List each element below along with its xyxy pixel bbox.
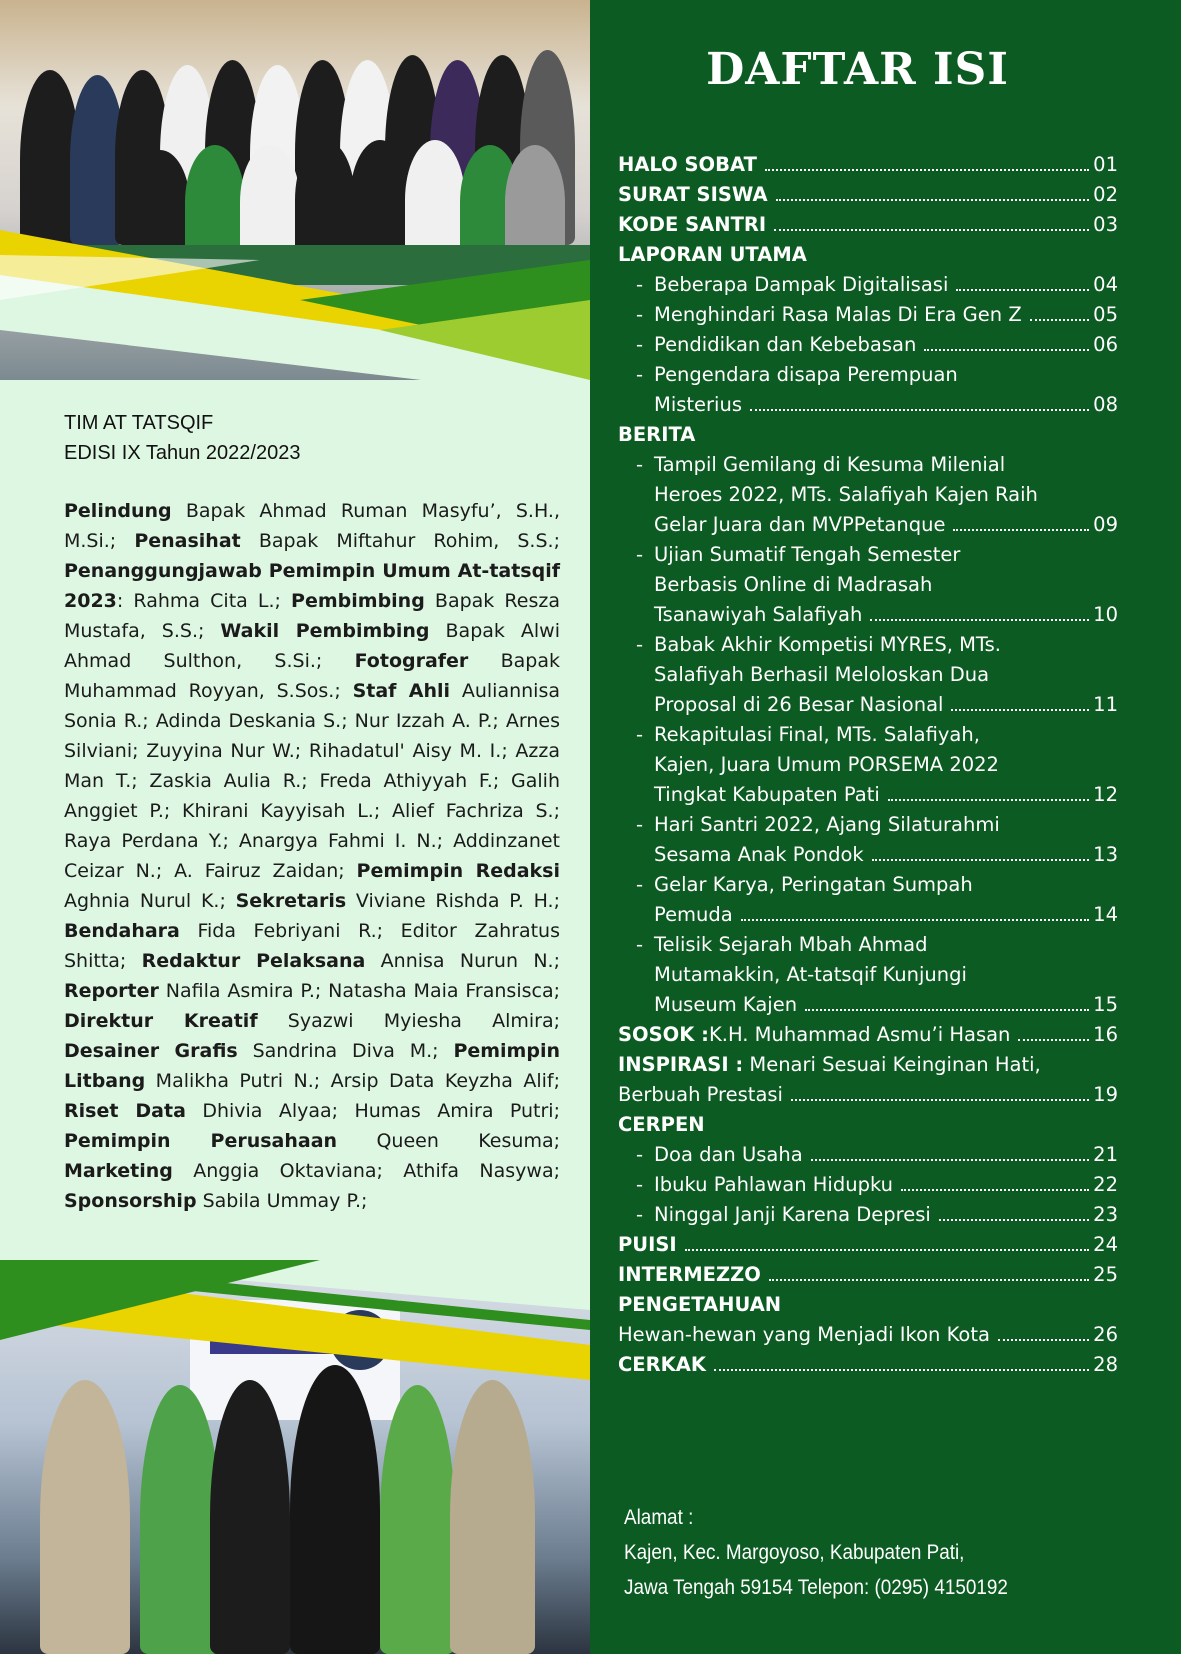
toc-entry-text: Ujian Sumatif Tengah Semester <box>654 543 961 566</box>
toc-page-number: 05 <box>1093 303 1118 326</box>
toc-entry-text: Telisik Sejarah Mbah Ahmad <box>654 933 928 956</box>
toc-leader-dots <box>956 289 1089 291</box>
credit-names: Fida Febriyani R.; Editor Zahratus Shitta; <box>64 920 560 972</box>
toc-entry-label: INTERMEZZO <box>618 1263 761 1286</box>
toc-page-number: 24 <box>1093 1233 1118 1256</box>
toc-sub-entry <box>618 510 1118 540</box>
toc-entry-text: Misterius <box>654 393 742 416</box>
toc-dash: - <box>636 633 644 656</box>
toc-sub-entry <box>618 630 1118 660</box>
address-line-2: Jawa Tengah 59154 Telepon: (0295) 4150192 <box>624 1576 1008 1599</box>
toc-leader-dots <box>741 919 1089 921</box>
toc-entry-text: Tingkat Kabupaten Pati <box>654 783 880 806</box>
toc-entry <box>618 1260 1118 1290</box>
toc-dash: - <box>636 1203 644 1226</box>
toc-entry-text: Museum Kajen <box>654 993 798 1016</box>
toc-entry-text: Pengendara disapa Perempuan <box>654 363 958 386</box>
toc-leader-dots <box>1018 1039 1089 1041</box>
toc-entry-label: INSPIRASI : <box>618 1053 744 1076</box>
toc-page-number: 10 <box>1093 603 1118 626</box>
toc-entry-text: Ibuku Pahlawan Hidupku <box>654 1173 893 1196</box>
toc-dash: - <box>636 813 644 836</box>
toc-entry-text: Heroes 2022, MTs. Salafiyah Kajen Raih <box>654 483 1038 506</box>
credit-role: Direktur Kreatif <box>64 1010 258 1032</box>
toc-entry <box>618 1350 1118 1380</box>
toc-dash: - <box>636 453 644 476</box>
toc-entry-label: CERKAK <box>618 1353 706 1376</box>
toc-leader-dots <box>765 169 1089 171</box>
toc-entry-text: Hewan-hewan yang Menjadi Ikon Kota <box>618 1323 990 1346</box>
toc-entry-text: Menari Sesuai Keinginan Hati, <box>743 1053 1041 1076</box>
toc-sub-entry <box>618 540 1118 570</box>
toc-dash: - <box>636 873 644 896</box>
credit-names: Bapak Resza Mustafa, S.S.; <box>64 590 560 642</box>
toc-leader-dots <box>951 709 1089 711</box>
toc-leader-dots <box>769 1279 1089 1281</box>
credit-role: Pemimpin Redaksi <box>356 860 560 882</box>
toc-entry-text: Ninggal Janji Karena Depresi <box>654 1203 931 1226</box>
credit-names: Annisa Nurun N.; <box>365 950 560 972</box>
toc-dash: - <box>636 1143 644 1166</box>
credit-names: Sabila Ummay P.; <box>196 1190 368 1212</box>
credit-names: Bapak Alwi Ahmad Sulthon, S.Si.; <box>64 620 560 672</box>
team-name: TIM AT TATSQIF <box>64 412 214 434</box>
top-stripes <box>0 0 590 400</box>
toc-dash: - <box>636 723 644 746</box>
toc-leader-dots <box>714 1369 1089 1371</box>
team-heading <box>64 408 564 468</box>
toc-leader-dots <box>805 1009 1089 1011</box>
toc-entry-text: Berbasis Online di Madrasah <box>654 573 933 596</box>
credit-names: Anggia Oktaviana; Athifa Nasywa; <box>172 1160 560 1182</box>
toc-sub-entry <box>618 780 1118 810</box>
toc-entry-text: Sesama Anak Pondok <box>654 843 864 866</box>
credit-role: Pelindung <box>64 500 172 522</box>
toc-section-heading: LAPORAN UTAMA <box>618 243 807 266</box>
toc-leader-dots <box>888 799 1089 801</box>
toc-entry-text: Rekapitulasi Final, MTs. Salafiyah, <box>654 723 980 746</box>
credit-names: Malikha Putri N.; Arsip Data Keyzha Alif; <box>145 1070 560 1092</box>
toc-entry-text: Hari Santri 2022, Ajang Silaturahmi <box>654 813 1000 836</box>
credit-role: Pemimpin Litbang <box>64 1040 560 1092</box>
table-of-contents <box>618 150 1118 1380</box>
toc-dash: - <box>636 333 644 356</box>
credit-names: Nafila Asmira P.; Natasha Maia Fransisca; <box>158 980 560 1002</box>
toc-page-number: 02 <box>1093 183 1118 206</box>
credit-names: Syazwi Myiesha Almira; <box>257 1010 561 1032</box>
toc-leader-dots <box>776 199 1090 201</box>
toc-leader-dots <box>1030 319 1089 321</box>
credit-names: Bapak Ahmad Ruman Masyfu’, S.H., M.Si.; <box>64 500 560 552</box>
credit-role: Reporter <box>64 980 159 1002</box>
toc-entry-text: K.H. Muhammad Asmu’i Hasan <box>708 1023 1011 1046</box>
toc-sub-entry <box>618 930 1118 960</box>
credit-names: Sandrina Diva M.; <box>237 1040 454 1062</box>
toc-leader-dots <box>870 619 1089 621</box>
toc-entry <box>618 150 1118 180</box>
toc-entry <box>618 210 1118 240</box>
toc-entry-text: Pemuda <box>654 903 733 926</box>
toc-leader-dots <box>953 529 1089 531</box>
credit-role: Fotografer <box>354 650 469 672</box>
toc-section-heading: PENGETAHUAN <box>618 1293 782 1316</box>
toc-entry <box>618 1050 1118 1080</box>
toc-sub-entry <box>618 990 1118 1020</box>
credit-names: Bapak Muhammad Royyan, S.Sos.; <box>64 650 560 702</box>
toc-sub-entry <box>618 900 1118 930</box>
credit-role: Wakil Pembimbing <box>220 620 430 642</box>
toc-sub-entry <box>618 660 1118 690</box>
toc-page-number: 26 <box>1093 1323 1118 1346</box>
toc-sub-entry <box>618 570 1118 600</box>
toc-entry <box>618 1320 1118 1350</box>
toc-entry-text: Tampil Gemilang di Kesuma Milenial <box>654 453 1006 476</box>
toc-entry-text: Gelar Juara dan MVPPetanque <box>654 513 946 536</box>
toc-sub-entry <box>618 810 1118 840</box>
bottom-stripes <box>0 1260 590 1440</box>
toc-leader-dots <box>872 859 1089 861</box>
credit-role: Desainer Grafis <box>64 1040 238 1062</box>
toc-page-number: 08 <box>1093 393 1118 416</box>
toc-sub-entry <box>618 300 1118 330</box>
credit-role: Pemimpin Perusahaan <box>64 1130 338 1152</box>
toc-entry-text: Pendidikan dan Kebebasan <box>654 333 917 356</box>
toc-leader-dots <box>901 1189 1089 1191</box>
edition-line: EDISI IX Tahun 2022/2023 <box>64 442 301 464</box>
credit-role: Pembimbing <box>291 590 425 612</box>
toc-leader-dots <box>811 1159 1090 1161</box>
toc-sub-entry <box>618 960 1118 990</box>
address-block <box>624 1500 1092 1605</box>
toc-entry-label: PUISI <box>618 1233 677 1256</box>
toc-entry-label: HALO SOBAT <box>618 153 757 176</box>
toc-sub-entry <box>618 1200 1118 1230</box>
toc-dash: - <box>636 273 644 296</box>
credit-names: Queen Kesuma; <box>337 1130 560 1152</box>
credit-role: Sponsorship <box>64 1190 197 1212</box>
toc-sub-entry <box>618 360 1118 390</box>
credit-names: Dhivia Alyaa; Humas Amira Putri; <box>185 1100 560 1122</box>
toc-entry-text: Tsanawiyah Salafiyah <box>654 603 863 626</box>
toc-leader-dots <box>998 1339 1089 1341</box>
toc-page-number: 25 <box>1093 1263 1118 1286</box>
toc-section-heading: CERPEN <box>618 1113 705 1136</box>
toc-entry-label: SOSOK : <box>618 1023 709 1046</box>
toc-entry <box>618 1230 1118 1260</box>
toc-leader-dots <box>685 1249 1089 1251</box>
toc-page-number: 13 <box>1093 843 1118 866</box>
toc-page-number: 06 <box>1093 333 1118 356</box>
toc-title: DAFTAR ISI <box>706 44 1009 95</box>
toc-entry <box>618 180 1118 210</box>
toc-sub-entry <box>618 270 1118 300</box>
toc-leader-dots <box>939 1219 1089 1221</box>
credit-names: : Rahma Cita L.; <box>116 590 292 612</box>
left-column <box>0 0 590 1654</box>
credit-names: Aghnia Nurul K.; <box>64 890 236 912</box>
toc-sub-entry <box>618 720 1118 750</box>
credit-role: Redaktur Pelaksana <box>141 950 366 972</box>
toc-entry-label: SURAT SISWA <box>618 183 768 206</box>
toc-entry-text: Salafiyah Berhasil Meloloskan Dua <box>654 663 990 686</box>
toc-entry-text: Beberapa Dampak Digitalisasi <box>654 273 949 296</box>
credit-role: Sekretaris <box>235 890 347 912</box>
toc-entry-text: Babak Akhir Kompetisi MYRES, MTs. <box>654 633 1001 656</box>
toc-sub-entry <box>618 870 1118 900</box>
toc-page-number: 09 <box>1093 513 1118 536</box>
toc-page-number: 23 <box>1093 1203 1118 1226</box>
toc-sub-entry <box>618 750 1118 780</box>
toc-page-number: 14 <box>1093 903 1118 926</box>
toc-entry-text: Gelar Karya, Peringatan Sumpah <box>654 873 973 896</box>
credit-role: Penanggungjawab Pemimpin Umum At-tatsqif 2023 <box>64 560 560 612</box>
credit-role: Penasihat <box>134 530 241 552</box>
toc-leader-dots <box>750 409 1089 411</box>
toc-dash: - <box>636 543 644 566</box>
toc-page-number: 03 <box>1093 213 1118 236</box>
credit-names: Viviane Rishda P. H.; <box>346 890 560 912</box>
credit-role: Staf Ahli <box>352 680 451 702</box>
toc-entry <box>618 1020 1118 1050</box>
toc-page-number: 01 <box>1093 153 1118 176</box>
toc-entry-text: Menghindari Rasa Malas Di Era Gen Z <box>654 303 1022 326</box>
credit-names: Bapak Miftahur Rohim, S.S.; <box>240 530 560 552</box>
toc-sub-entry <box>618 1140 1118 1170</box>
toc-entry-text: Kajen, Juara Umum PORSEMA 2022 <box>654 753 999 776</box>
toc-page-number: 28 <box>1093 1353 1118 1376</box>
toc-dash: - <box>636 363 644 386</box>
toc-leader-dots <box>774 229 1089 231</box>
toc-entry-text: Mutamakkin, At-tatsqif Kunjungi <box>654 963 967 986</box>
toc-entry-label: KODE SANTRI <box>618 213 767 236</box>
toc-sub-entry <box>618 1170 1118 1200</box>
toc-entry-text: Proposal di 26 Besar Nasional <box>654 693 944 716</box>
toc-page-number: 21 <box>1093 1143 1118 1166</box>
toc-page-number: 19 <box>1093 1083 1118 1106</box>
toc-dash: - <box>636 933 644 956</box>
toc-sub-entry <box>618 450 1118 480</box>
credits-paragraph <box>64 496 560 1216</box>
toc-entry-text: Doa dan Usaha <box>654 1143 803 1166</box>
toc-page-number: 16 <box>1093 1023 1118 1046</box>
toc-page-number: 11 <box>1093 693 1118 716</box>
toc-sub-entry <box>618 690 1118 720</box>
toc-section-heading: BERITA <box>618 423 696 446</box>
toc-entry <box>618 1080 1118 1110</box>
address-label: Alamat : <box>624 1506 694 1529</box>
credit-names: Auliannisa Sonia R.; Adinda Deskania S.; Nur Izzah A. P.; Arnes Silviani; Zuyyina Nur W.; Rihadatul' Aisy M. I.; Azza Man T.; Zaskia Aulia R.; Freda Athiyyah F.; Galih Anggiet P.; Khirani Kayyisah L.; Alief Fachriza S.; Raya Perdana Y.; Anargya Fahmi I. N.; Addinzanet Ceizar N.; A. Fairuz Zaidan; <box>64 680 561 882</box>
toc-dash: - <box>636 303 644 326</box>
toc-leader-dots <box>924 349 1089 351</box>
toc-page-number: 04 <box>1093 273 1118 296</box>
toc-page-number: 12 <box>1093 783 1118 806</box>
toc-leader-dots <box>791 1099 1089 1101</box>
right-column <box>590 0 1181 1654</box>
toc-entry-text: Berbuah Prestasi <box>618 1083 783 1106</box>
credit-role: Marketing <box>64 1160 173 1182</box>
toc-sub-entry <box>618 600 1118 630</box>
toc-sub-entry <box>618 330 1118 360</box>
toc-sub-entry <box>618 840 1118 870</box>
toc-sub-entry <box>618 390 1118 420</box>
toc-sub-entry <box>618 480 1118 510</box>
credit-role: Bendahara <box>64 920 180 942</box>
toc-dash: - <box>636 1173 644 1196</box>
toc-page-number: 15 <box>1093 993 1118 1016</box>
toc-page-number: 22 <box>1093 1173 1118 1196</box>
address-line-1: Kajen, Kec. Margoyoso, Kabupaten Pati, <box>624 1541 965 1564</box>
credit-role: Riset Data <box>64 1100 186 1122</box>
